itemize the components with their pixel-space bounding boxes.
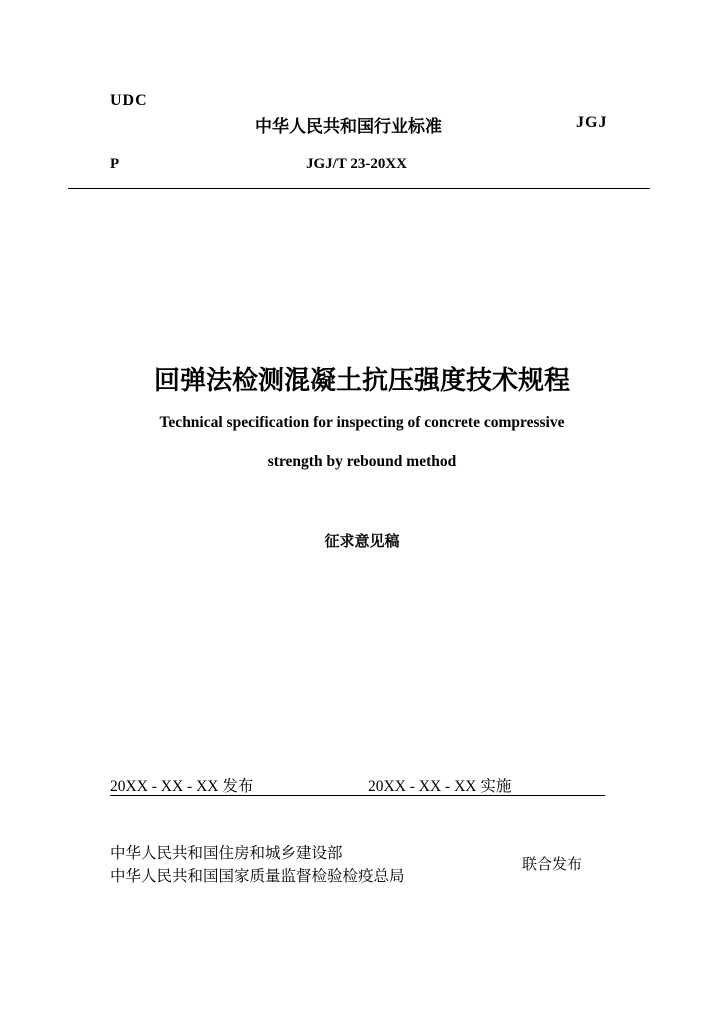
code-prefix: JGJ [576,114,608,131]
header-divider [68,188,650,189]
draft-label: 征求意见稿 [324,532,400,550]
issuer-ministry-housing: 中华人民共和国住房和城乡建设部 [110,844,343,862]
issuer-quality-supervision: 中华人民共和国国家质量监督检验检疫总局 [110,867,405,885]
p-label: P [110,156,120,172]
udc-label: UDC [110,92,148,109]
standard-type: 中华人民共和国行业标准 [255,117,442,137]
implement-date: 20XX - XX - XX 实施 [368,778,512,795]
title-english-line2: strength by rebound method [267,453,457,470]
title-english-line1: Technical specification for inspecting of concrete compressive [159,414,565,431]
joint-issue-label: 联合发布 [522,855,583,873]
standard-number: JGJ/T 23-20XX [306,156,407,172]
title-chinese: 回弹法检测混凝土抗压强度技术规程 [153,366,570,396]
publish-date: 20XX - XX - XX 发布 [110,778,254,795]
